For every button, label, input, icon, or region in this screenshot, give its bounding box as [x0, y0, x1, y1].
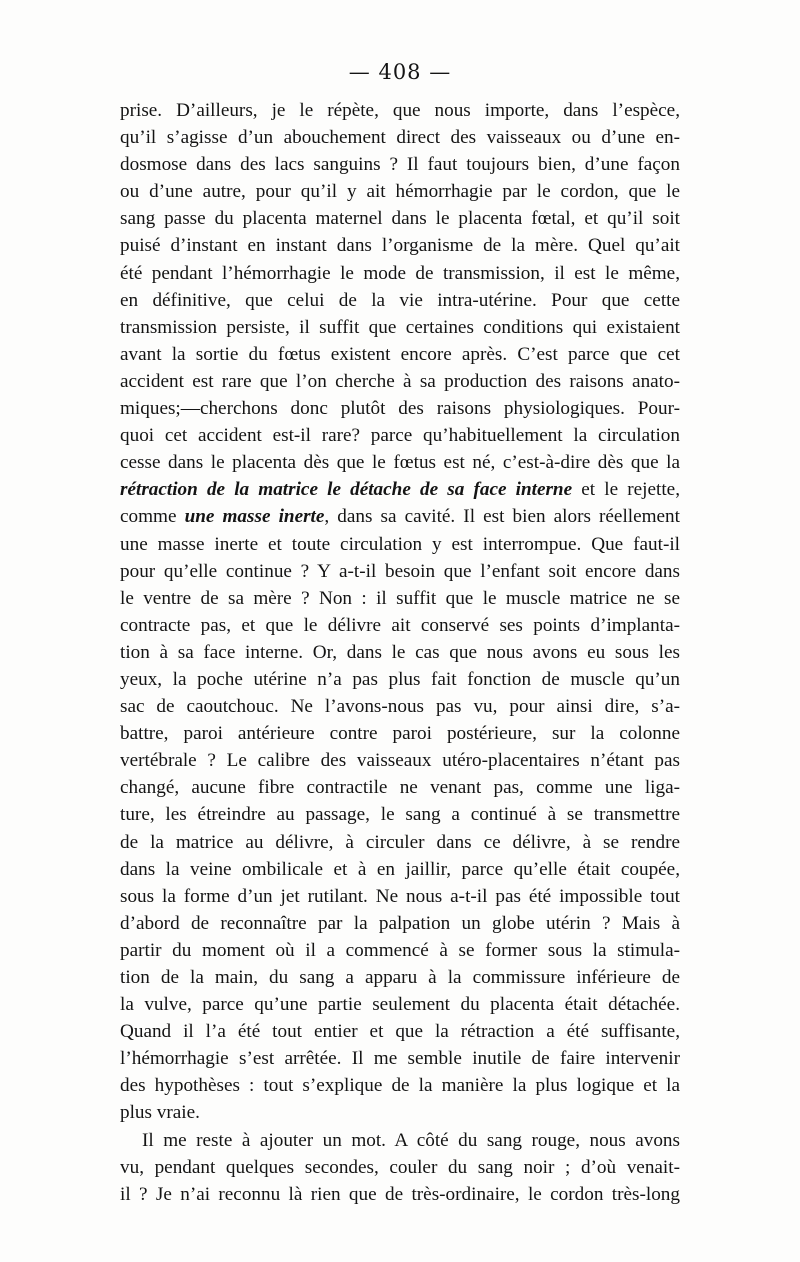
- text-line: ture, les étreindre au passage, le sang a continué à se transmettre: [120, 804, 680, 826]
- text-line: cesse dans le placenta dès que le fœtus est né, c’est-à-dire dès que la: [120, 452, 680, 474]
- text-line: sac de caoutchouc. Ne l’avons-nous pas vu, pour ainsi dire, s’a-: [120, 696, 680, 718]
- text-line: quoi cet accident est-il rare? parce qu’habituellement la circulation: [120, 425, 680, 447]
- text-line: tion à sa face interne. Or, dans le cas que nous avons eu sous les: [120, 641, 680, 663]
- text-line: [120, 503, 680, 530]
- text-line: changé, aucune fibre contractile ne venant pas, comme une liga-: [120, 777, 680, 799]
- text-line: avant la sortie du fœtus existent encore après. C’est parce que cet: [120, 343, 680, 365]
- text-line: pour qu’elle continue ? Y a-t-il besoin que l’enfant soit encore dans: [120, 560, 680, 582]
- italic-phrase: rétraction de la matrice le détache de sa face interne: [120, 479, 573, 501]
- text-line: le ventre de sa mère ? Non : il suffit que le muscle matrice ne se: [120, 587, 680, 609]
- text-line: Il me reste à ajouter un mot. A côté du sang rouge, nous avons: [142, 1129, 680, 1151]
- text-line: tion de la main, du sang a apparu à la commissure inférieure de: [120, 967, 680, 988]
- text-fragment: comme: [120, 506, 185, 528]
- text-line: la vulve, parce qu’une partie seulement du placenta était détachée.: [120, 994, 680, 1016]
- text-line: plus vraie.: [120, 1102, 200, 1124]
- text-line: Quand il l’a été tout entier et que la rétraction a été suffisante,: [120, 1021, 680, 1043]
- text-line: une masse inerte et toute circulation y est interrompue. Que faut-il: [120, 533, 680, 555]
- paragraph-2: [120, 1127, 680, 1208]
- text-line: été pendant l’hémorrhagie le mode de transmission, il est le même,: [120, 262, 680, 284]
- text-line: puisé d’instant en instant dans l’organisme de la mère. Quel qu’ait: [120, 235, 680, 257]
- text-line: battre, paroi antérieure contre paroi postérieure, sur la colonne: [120, 723, 680, 745]
- text-line: prise. D’ailleurs, je le répète, que nous importe, dans l’espèce,: [120, 100, 680, 121]
- text-line: contracte pas, et que le délivre ait conservé ses points d’implanta-: [120, 614, 680, 636]
- text-line: des hypothèses : tout s’explique de la manière la plus logique et la: [120, 1075, 680, 1097]
- text-line: sous la forme d’un jet rutilant. Ne nous a-t-il pas été impossible tout: [120, 885, 680, 907]
- text-line: miques;—cherchons donc plutôt des raisons physiologiques. Pour-: [120, 398, 680, 420]
- text-fragment: et le rejette,: [572, 479, 680, 501]
- text-line: de la matrice au délivre, à circuler dans ce délivre, à se rendre: [120, 831, 680, 853]
- text-line: accident est rare que l’on cherche à sa production des raisons anato-: [120, 370, 680, 392]
- text-line: sang passe du placenta maternel dans le placenta fœtal, et qu’il soit: [120, 208, 680, 230]
- text-line: [120, 476, 680, 503]
- text-line: transmission persiste, il suffit que certaines conditions qui existaient: [120, 316, 680, 338]
- text-line: d’abord de reconnaître par la palpation un globe utérin ? Mais à: [120, 912, 680, 934]
- text-line: vu, pendant quelques secondes, couler du sang noir ; d’où venait-: [120, 1156, 680, 1178]
- text-line: en définitive, que celui de la vie intra-utérine. Pour que cette: [120, 289, 680, 311]
- paragraph-1: [120, 97, 680, 1127]
- text-line: dans la veine ombilicale et à en jaillir, parce qu’elle était coupée,: [120, 858, 680, 880]
- text-line: partir du moment où il a commencé à se former sous la stimula-: [120, 939, 680, 961]
- text-fragment: , dans sa cavité. Il est bien alors réellement: [324, 506, 680, 528]
- text-line: l’hémorrhagie s’est arrêtée. Il me semble inutile de faire intervenir: [120, 1048, 680, 1070]
- text-line: yeux, la poche utérine n’a pas plus fait fonction de muscle qu’un: [120, 668, 680, 690]
- text-line: ou d’une autre, pour qu’il y ait hémorrhagie par le cordon, que le: [120, 181, 680, 203]
- text-line: il ? Je n’ai reconnu là rien que de très-ordinaire, le cordon très-long: [120, 1183, 680, 1205]
- italic-phrase: une masse inerte: [184, 506, 325, 528]
- text-line: vertébrale ? Le calibre des vaisseaux utéro-placentaires n’étant pas: [120, 750, 680, 772]
- body-text: [120, 97, 680, 1208]
- page-number: — 408 —: [348, 60, 452, 84]
- text-line: dosmose dans des lacs sanguins ? Il faut toujours bien, d’une façon: [120, 154, 680, 176]
- text-line: qu’il s’agisse d’un abouchement direct des vaisseaux ou d’une en-: [120, 127, 680, 149]
